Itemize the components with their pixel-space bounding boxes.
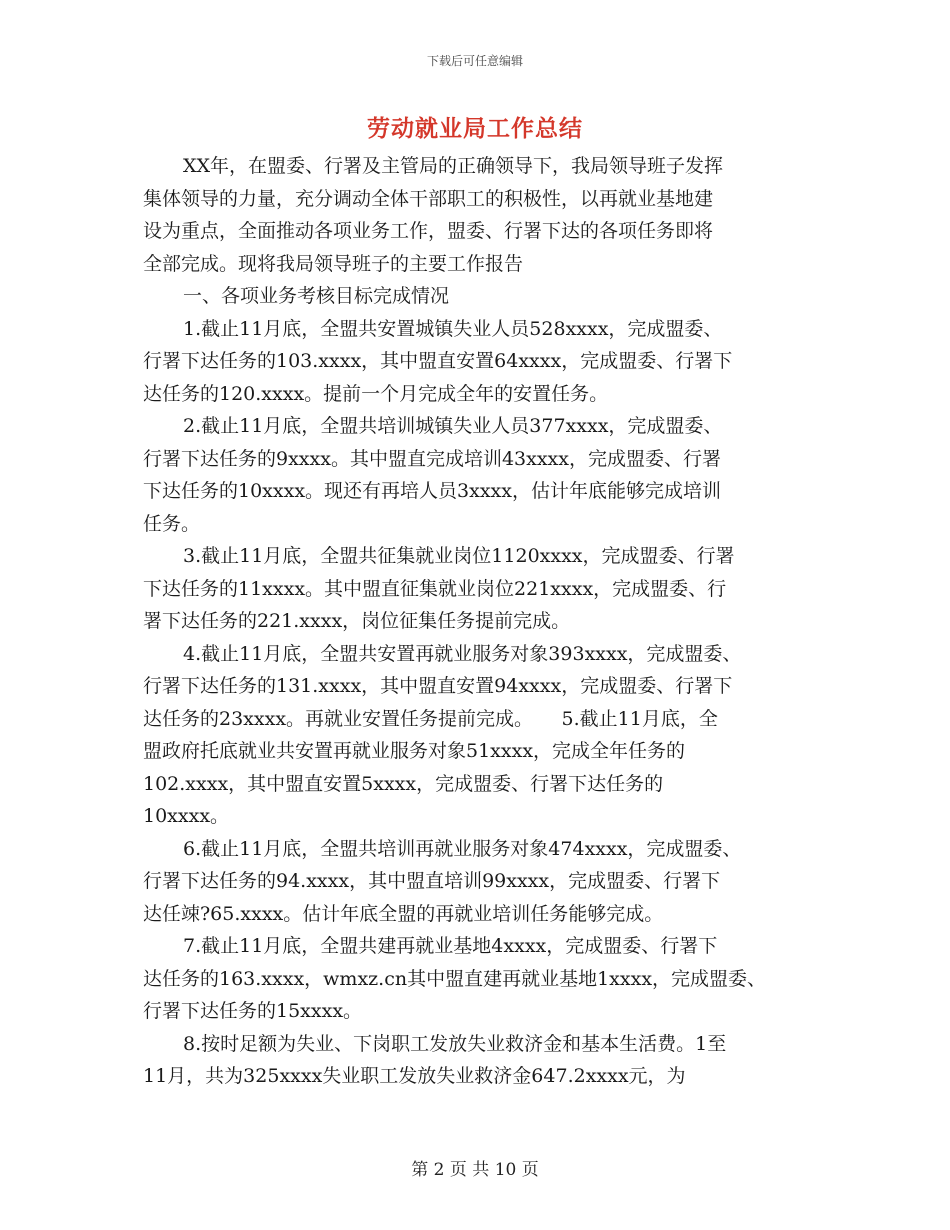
paragraph-line: 4.截止11月底，全盟共安置再就业服务对象393xxxx，完成盟委、 bbox=[183, 642, 742, 665]
paragraph-line: 行署下达任务的131.xxxx，其中盟直安置94xxxx，完成盟委、行署下 bbox=[143, 675, 733, 697]
paragraph-line: XX年，在盟委、行署及主管局的正确领导下，我局领导班子发挥 bbox=[183, 155, 724, 177]
paragraph-line: 下达任务的10xxxx。现还有再培人员3xxxx，估计年底能够完成培训 bbox=[143, 480, 721, 502]
paragraph-line: 7.截止11月底，全盟共建再就业基地4xxxx，完成盟委、行署下 bbox=[183, 935, 718, 957]
header-note: 下载后可任意编辑 bbox=[426, 54, 523, 68]
paragraph-line: 10xxxx。 bbox=[143, 805, 230, 827]
page-footer: 第 2 页 共 10 页 bbox=[411, 1160, 539, 1180]
paragraph-line: 1.截止11月底，全盟共安置城镇失业人员528xxxx，完成盟委、 bbox=[183, 317, 723, 340]
paragraph-line: 署下达任务的221.xxxx，岗位征集任务提前完成。 bbox=[143, 610, 571, 632]
paragraph-line: 行署下达任务的9xxxx。其中盟直完成培训43xxxx，完成盟委、行署 bbox=[143, 447, 721, 470]
paragraph-line: 集体领导的力量，充分调动全体干部职工的积极性，以再就业基地建 bbox=[143, 187, 714, 210]
paragraph-line: 全部完成。现将我局领导班子的主要工作报告 bbox=[143, 252, 524, 275]
paragraph-line: 任务。 bbox=[143, 512, 201, 535]
paragraph-line: 6.截止11月底，全盟共培训再就业服务对象474xxxx，完成盟委、 bbox=[183, 837, 742, 860]
page-title: 劳动就业局工作总结 bbox=[367, 115, 583, 142]
paragraph-line: 达任务的163.xxxx，wmxz.cn其中盟直建再就业基地1xxxx，完成盟委、 bbox=[143, 967, 767, 990]
paragraph-line: 11月，共为325xxxx失业职工发放失业救济金647.2xxxx元，为 bbox=[143, 1065, 686, 1087]
paragraph-line: 设为重点，全面推动各项业务工作，盟委、行署下达的各项任务即将 bbox=[143, 220, 714, 242]
document-body bbox=[143, 150, 823, 1093]
paragraph-line: 3.截止11月底，全盟共征集就业岗位1120xxxx，完成盟委、行署 bbox=[183, 545, 735, 567]
paragraph-line: 行署下达任务的15xxxx。 bbox=[143, 1000, 363, 1022]
paragraph-line: 盟政府托底就业共安置再就业服务对象51xxxx，完成全年任务的 bbox=[143, 740, 686, 762]
paragraph-line: 下达任务的11xxxx。其中盟直征集就业岗位221xxxx，完成盟委、行 bbox=[143, 577, 727, 600]
paragraph-line: 达任务的120.xxxx。提前一个月完成全年的安置任务。 bbox=[143, 382, 609, 405]
paragraph-line: 102.xxxx，其中盟直安置5xxxx，完成盟委、行署下达任务的 bbox=[143, 772, 664, 795]
paragraph-line: 达任务的23xxxx。再就业安置任务提前完成。 5.截止11月底，全 bbox=[143, 707, 718, 730]
paragraph-line: 行署下达任务的103.xxxx，其中盟直安置64xxxx，完成盟委、行署下 bbox=[143, 350, 733, 372]
paragraph-line: 行署下达任务的94.xxxx，其中盟直培训99xxxx，完成盟委、行署下 bbox=[143, 870, 721, 892]
section-heading: 一、各项业务考核目标完成情况 bbox=[183, 285, 450, 307]
paragraph-line: 2.截止11月底，全盟共培训城镇失业人员377xxxx，完成盟委、 bbox=[183, 415, 723, 437]
paragraph-line: 8.按时足额为失业、下岗职工发放失业救济金和基本生活费。1至 bbox=[183, 1032, 727, 1055]
paragraph-line: 达任竦?65.xxxx。估计年底全盟的再就业培训任务能够完成。 bbox=[143, 902, 664, 925]
